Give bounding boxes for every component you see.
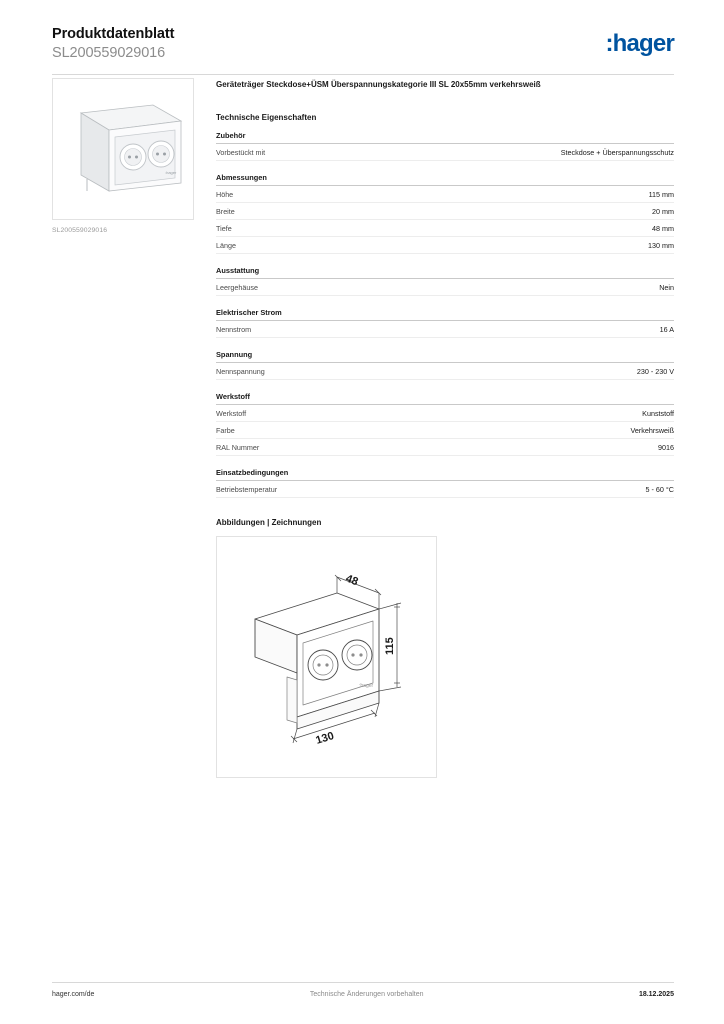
hager-logo: :hager: [605, 30, 674, 57]
spec-group-title: Elektrischer Strom: [216, 308, 674, 321]
product-image-column: [52, 78, 194, 778]
spec-group-werkstoff: [216, 392, 674, 456]
svg-text::hager: :hager: [359, 683, 374, 690]
drawings-heading: Abbildungen | Zeichnungen: [216, 518, 322, 528]
spec-label: Höhe: [216, 189, 234, 199]
spec-value: Nein: [659, 282, 674, 292]
spec-value: 20 mm: [652, 206, 674, 216]
page-footer: [52, 982, 674, 998]
spec-group-title: Zubehör: [216, 131, 674, 144]
spec-group-abmessungen: [216, 173, 674, 254]
spec-value: 9016: [658, 442, 674, 452]
spec-row: [216, 144, 674, 161]
spec-row: [216, 321, 674, 338]
spec-row: [216, 203, 674, 220]
page-header: [0, 0, 724, 62]
spec-value: Kunststoff: [642, 408, 674, 418]
spec-label: RAL Nummer: [216, 442, 260, 452]
header-divider: [52, 74, 674, 75]
spec-label: Breite: [216, 206, 235, 216]
spec-group-spannung: [216, 350, 674, 380]
spec-label: Leergehäuse: [216, 282, 258, 292]
spec-row: [216, 363, 674, 380]
spec-value: 48 mm: [652, 223, 674, 233]
spec-group-title: Abmessungen: [216, 173, 674, 186]
spec-group-title: Werkstoff: [216, 392, 674, 405]
spec-label: Farbe: [216, 425, 235, 435]
svg-text::hager: :hager: [165, 170, 177, 176]
spec-row: [216, 186, 674, 203]
product-image-caption: SL200559029016: [52, 227, 108, 235]
svg-text:48: 48: [343, 572, 360, 589]
spec-row: [216, 237, 674, 254]
spec-group-zubehoer: [216, 131, 674, 161]
spec-group-title: Ausstattung: [216, 266, 674, 279]
spec-value: 230 - 230 V: [636, 366, 674, 376]
spec-value: 16 A: [659, 324, 674, 334]
page-title: Produktdatenblatt: [52, 26, 175, 42]
header-titles: [52, 26, 174, 62]
spec-label: Länge: [216, 240, 236, 250]
spec-row: [216, 279, 674, 296]
product-photo-illustration: [53, 79, 193, 219]
footer-website[interactable]: hager.com/de: [52, 991, 95, 998]
spec-value: 115 mm: [648, 189, 674, 199]
tech-properties-heading: Technische Eigenschaften: [216, 113, 317, 123]
spec-row: [216, 405, 674, 422]
footer-date: 18.12.2025: [638, 991, 674, 998]
article-number: SL200559029016: [52, 45, 166, 62]
page-content: [0, 62, 724, 778]
spec-value: 130 mm: [648, 240, 674, 250]
spec-row: [216, 481, 674, 498]
spec-label: Werkstoff: [216, 408, 247, 418]
svg-text:130: 130: [314, 730, 336, 747]
spec-label: Betriebstemperatur: [216, 484, 278, 494]
product-description: Geräteträger Steckdose+ÜSM Überspannungskategorie III SL 20x55mm verkehrsweiß: [216, 80, 541, 90]
spec-value: Steckdose + Überspannungsschutz: [560, 147, 674, 157]
spec-group-title: Einsatzbedingungen: [216, 468, 674, 481]
spec-row: [216, 220, 674, 237]
spec-label: Nennspannung: [216, 366, 265, 376]
spec-label: Vorbestückt mit: [216, 147, 266, 157]
technical-drawing-illustration: [217, 537, 436, 777]
spec-label: Tiefe: [216, 223, 232, 233]
spec-value: Verkehrsweiß: [630, 425, 674, 435]
footer-disclaimer: Technische Änderungen vorbehalten: [309, 991, 424, 998]
spec-row: [216, 422, 674, 439]
spec-value: 5 - 60 °C: [645, 484, 674, 494]
spec-group-einsatzbedingungen: [216, 468, 674, 498]
svg-text:115: 115: [384, 637, 396, 656]
spec-group-ausstattung: [216, 266, 674, 296]
technical-drawing: [216, 536, 437, 778]
spec-row: [216, 439, 674, 456]
product-details-column: [216, 78, 674, 778]
spec-group-elektrischer-strom: [216, 308, 674, 338]
spec-label: Nennstrom: [216, 324, 252, 334]
product-photo: [52, 78, 194, 220]
spec-group-title: Spannung: [216, 350, 674, 363]
